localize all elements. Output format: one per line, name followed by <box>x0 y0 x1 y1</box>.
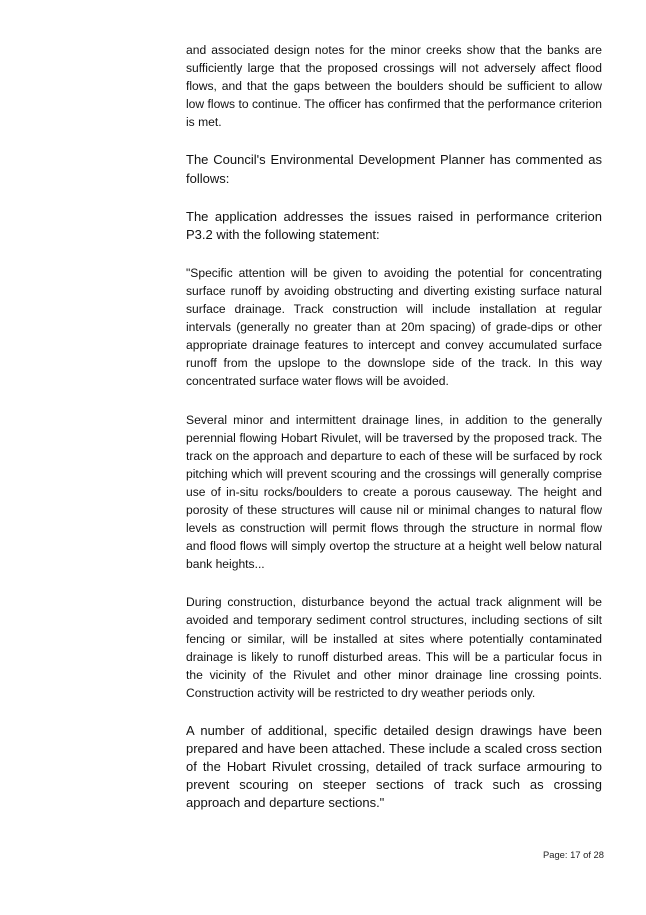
document-body <box>186 41 602 832</box>
paragraph-flood-assessment: and associated design notes for the minor creeks show that the banks are sufficiently large that the proposed crossings will not adversely affect flood flows, and that the gaps between the boulders should be sufficient to allow low flows to continue. The officer has confirmed that the performance criterion is met. <box>186 43 602 130</box>
paragraph-quote-surface-runoff: "Specific attention will be given to avoiding the potential for concentrating surface runoff by avoiding obstructing and diverting existing surface natural surface drainage. Track construction will include installation at regular intervals (generally no greater than at 20m spacing) of grade-dips or other appropriate drainage features to intercept and convey accumulated surface runoff from the upslope to the downslope side of the track. In this way concentrated surface water flows will be avoided. <box>186 265 602 389</box>
paragraph-criterion-intro: The application addresses the issues raised in performance criterion P3.2 with the following statement: <box>186 208 602 242</box>
page-number: Page: 17 of 28 <box>543 849 604 860</box>
paragraph-quote-drainage-lines: Several minor and intermittent drainage lines, in addition to the generally perennial flowing Hobart Rivulet, will be traversed by the proposed track. The track on the approach and departure to each of these will be surfaced by rock pitching which will prevent scouring and the crossings will generally comprise use of in-situ rocks/boulders to create a porous causeway. The height and porosity of these structures will cause nil or minimal changes to natural flow levels as construction will permit flows through the structure in normal flow and flood flows will simply overtop the structure at a height well below natural bank heights... <box>186 412 602 572</box>
paragraph-quote-design-drawings: A number of additional, specific detailed design drawings have been prepared and have been attached. These include a scaled cross section of the Hobart Rivulet crossing, detailed of track surface armouring to prevent scouring on steeper sections of track such as crossing approach and departure sections." <box>186 722 602 811</box>
paragraph-quote-construction: During construction, disturbance beyond the actual track alignment will be avoided and temporary sediment control structures, including sections of silt fencing or similar, will be installed at sites where potentially contaminated drainage is likely to runoff disturbed areas. This will be a particular focus in the vicinity of the Rivulet and other minor drainage line crossing points. Construction activity will be restricted to dry weather periods only. <box>186 595 602 700</box>
paragraph-planner-intro: The Council's Environmental Development Planner has commented as follows: <box>186 152 602 186</box>
